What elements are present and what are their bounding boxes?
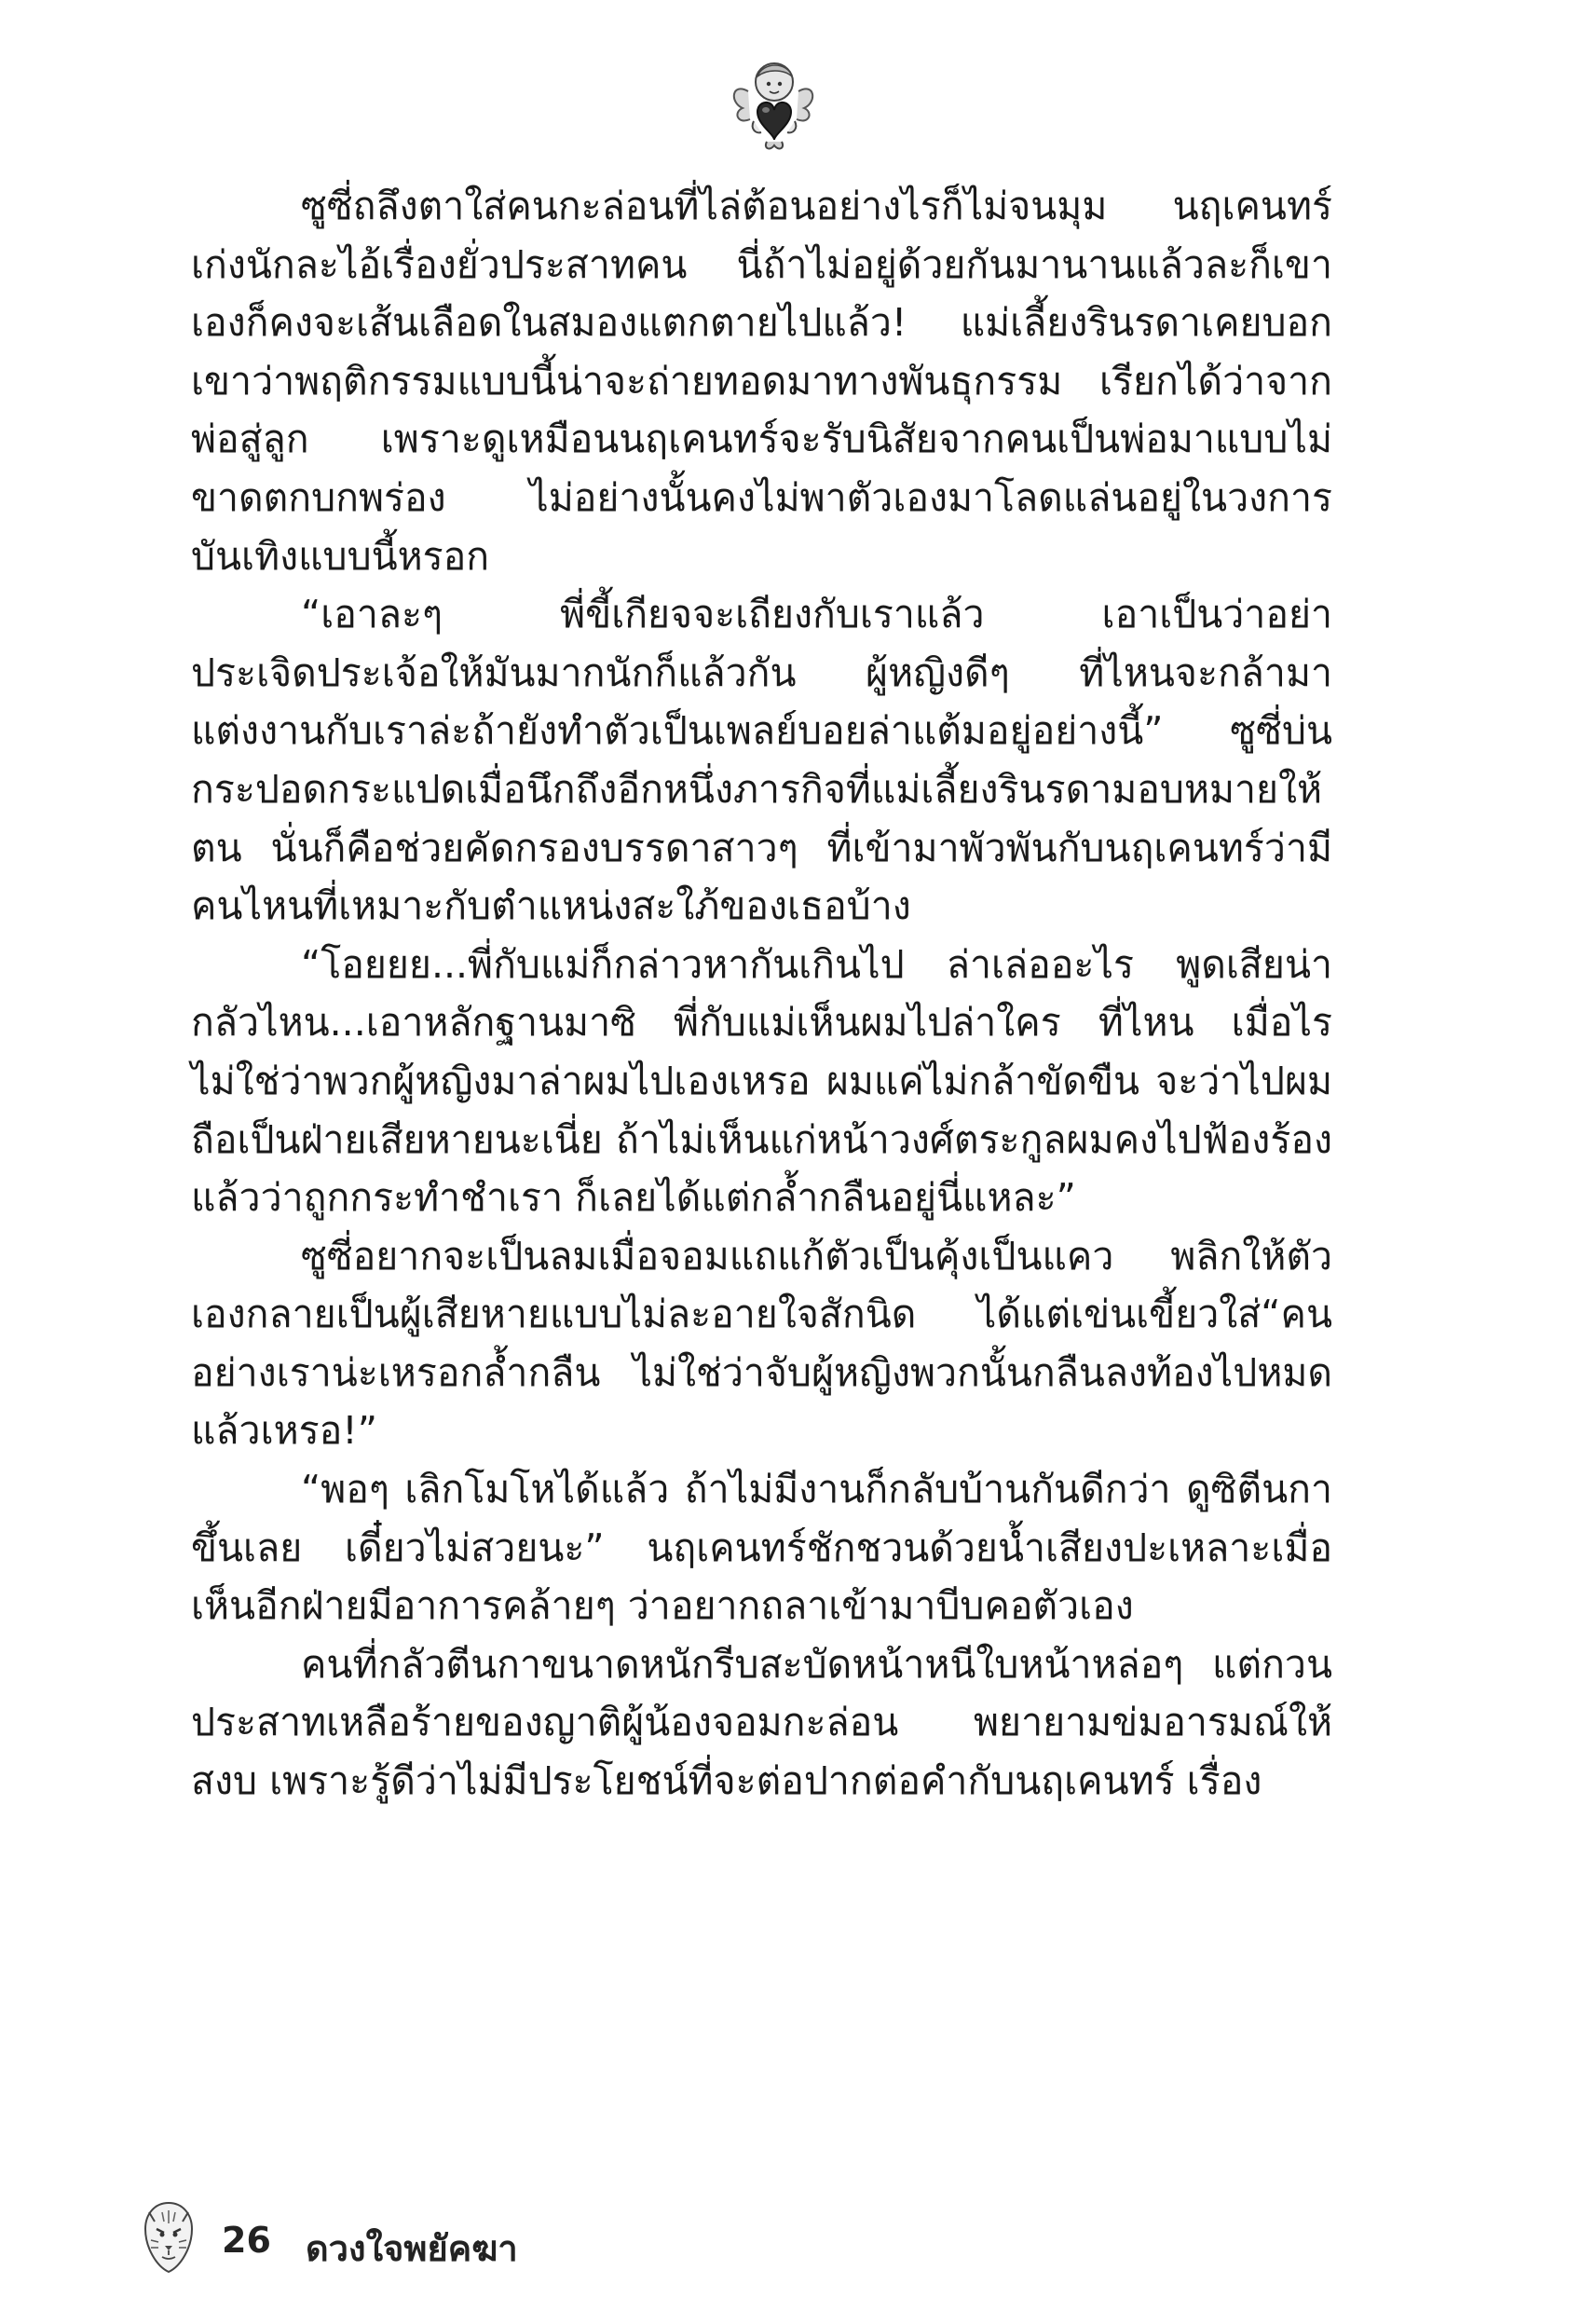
paragraph-1: ซูซี่ถลึงตาใส่คนกะล่อนที่ไล่ต้อนอย่างไรก็ไม่จนมุม นฤเคนทร์เก่งนักละไอ้เรื่องยั่วประสาทคน นี่ถ้าไม่อยู่ด้วยกันมานานแล้วละก็เขาเองก็คงจะเส้นเลือดในสมองแตกตายไปแล้ว! แม่เลี้ยงรินรดาเคยบอกเขาว่าพฤติกรรมแบบนี้น่าจะถ่ายทอดมาทางพันธุกรรม เรียกได้ว่าจากพ่อสู่ลูก เพราะดูเหมือนนฤเคนทร์จะรับนิสัยจากคนเป็นพ่อมาแบบไม่ขาดตกบกพร่อง ไม่อย่างนั้นคงไม่พาตัวเองมาโลดแล่นอยู่ในวงการบันเทิงแบบนี้หรอก bbox=[191, 184, 1332, 579]
paragraph-6: คนที่กลัวตีนกาขนาดหนักรีบสะบัดหน้าหนีใบหน้าหล่อๆ แต่กวนประสาทเหลือร้ายของญาติผู้น้องจอมกะล่อน พยายามข่มอารมณ์ให้สงบ เพราะรู้ดีว่าไม่มีประโยชน์ที่จะต่อปากต่อคำกับนฤเคนทร์ เรื่อง bbox=[191, 1641, 1332, 1804]
cupid-heart-icon bbox=[722, 54, 825, 157]
book-title: ดวงใจพยัคฆา bbox=[306, 2228, 518, 2269]
page-number: 26 bbox=[222, 2220, 271, 2261]
story-text bbox=[191, 177, 1332, 1811]
paragraph-5: “พอๆ เลิกโมโหได้แล้ว ถ้าไม่มีงานก็กลับบ้านกันดีกว่า ดูซิตีนกาขึ้นเลย เดี๋ยวไม่สวยนะ” นฤเคนทร์ชักชวนด้วยน้ำเสียงปะเหลาะเมื่อเห็นอีกฝ่ายมีอาการคล้ายๆ ว่าอยากถลาเข้ามาบีบคอตัวเอง bbox=[191, 1467, 1332, 1629]
tiger-head-icon bbox=[140, 2199, 198, 2276]
paragraph-3: “โอยยย...พี่กับแม่ก็กล่าวหากันเกินไป ล่าเล่ออะไร พูดเสียน่ากลัวไหน...เอาหลักฐานมาซิ พี่กับแม่เห็นผมไปล่าใคร ที่ไหน เมื่อไร ไม่ใช่ว่าพวกผู้หญิงมาล่าผมไปเองเหรอ ผมแค่ไม่กล้าขัดขืน จะว่าไปผมถือเป็นฝ่ายเสียหายนะเนี่ย ถ้าไม่เห็นแก่หน้าวงศ์ตระกูลผมคงไปฟ้องร้องแล้วว่าถูกกระทำชำเรา ก็เลยได้แต่กล้ำกลืนอยู่นี่แหละ” bbox=[191, 941, 1332, 1221]
paragraph-4: ซูซี่อยากจะเป็นลมเมื่อจอมแถแก้ตัวเป็นคุ้งเป็นแคว พลิกให้ตัวเองกลายเป็นผู้เสียหายแบบไม่ละอายใจสักนิด ได้แต่เข่นเขี้ยวใส่“คนอย่างเราน่ะเหรอกล้ำกลืน ไม่ใช่ว่าจับผู้หญิงพวกนั้นกลืนลงท้องไปหมดแล้วเหรอ!” bbox=[191, 1233, 1332, 1454]
paragraph-2: “เอาละๆ พี่ขี้เกียจจะเถียงกับเราแล้ว เอาเป็นว่าอย่าประเจิดประเจ้อให้มันมากนักก็แล้วกัน ผู้หญิงดีๆ ที่ไหนจะกล้ามาแต่งงานกับเราล่ะถ้ายังทำตัวเป็นเพลย์บอยล่าแต้มอยู่อย่างนี้” ซูซี่บ่นกระปอดกระแปดเมื่อนึกถึงอีกหนึ่งภารกิจที่แม่เลี้ยงรินรดามอบหมายให้ตน นั่นก็คือช่วยคัดกรองบรรดาสาวๆ ที่เข้ามาพัวพันกับนฤเคนทร์ว่ามีคนไหนที่เหมาะกับตำแหน่งสะใภ้ของเธอบ้าง bbox=[191, 592, 1332, 929]
page-footer bbox=[140, 2199, 885, 2283]
